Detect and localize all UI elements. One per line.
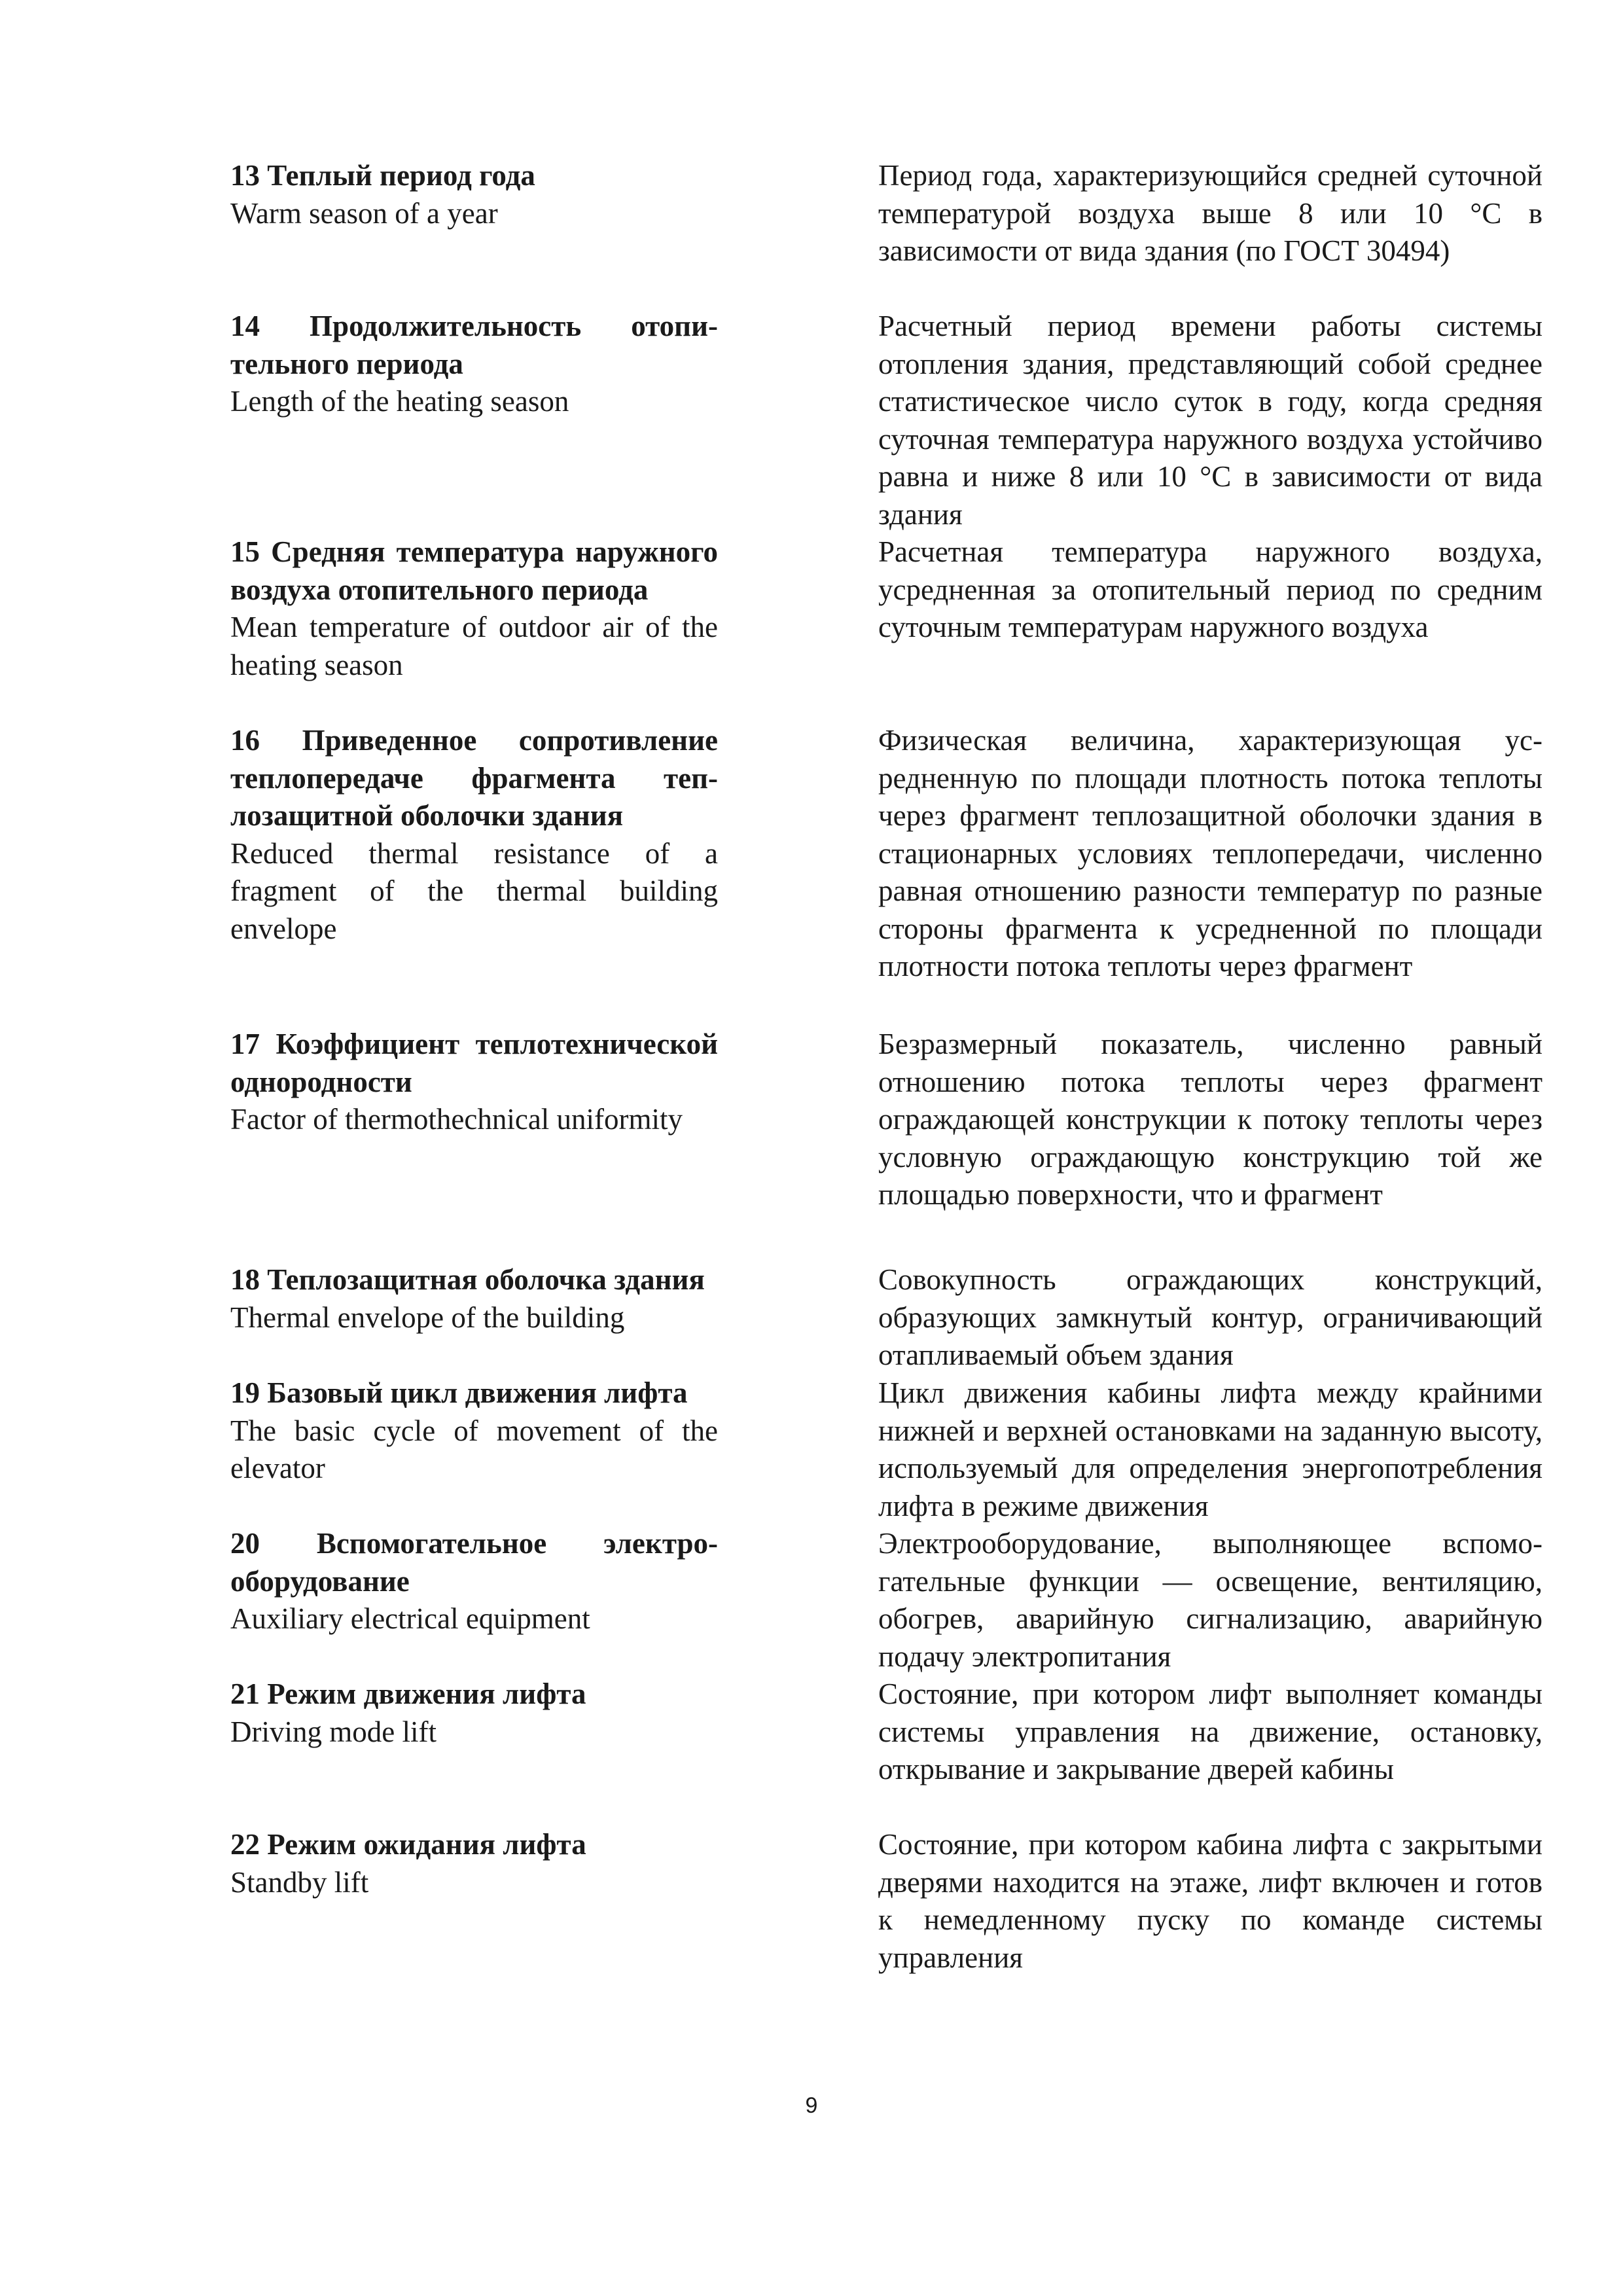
term-en: Factor of thermothechnical uniformity	[230, 1103, 683, 1136]
term-20	[230, 1525, 718, 1638]
term-ru: 17 Коэффициент теплотехнической однородности	[230, 1028, 718, 1098]
term-ru: 16 Приведенное сопротивление теплопередаче фрагмента теплозащитной оболочки здания	[230, 724, 718, 832]
term-13	[230, 157, 718, 232]
term-17	[230, 1026, 718, 1139]
definition-14: Расчетный период времени работы системы отопления здания, представляющий собой среднее статистическое число суток в году, когда средняя суточная температура наружного воздуха устойчиво равна и ниже 8 или 10 °С в зависимости от вида здания	[878, 310, 1543, 531]
term-ru: 15 Средняя температура наружного воздуха отопительного периода	[230, 535, 718, 606]
term-ru: 18 Теплозащитная оболочка здания	[230, 1263, 705, 1296]
term-en: Driving mode lift	[230, 1715, 437, 1748]
term-en: Standby lift	[230, 1865, 369, 1899]
term-en: Reduced thermal resistance of a fragment of the thermal building envelope	[230, 836, 718, 945]
term-15	[230, 533, 718, 684]
definition-20: Электрооборудование, выполняющее вспомогательные функции — освещение, вентиляцию, обогрев, аварийную сигнализацию, аварийную подачу электропитания	[878, 1527, 1543, 1673]
term-en: Thermal envelope of the building	[230, 1300, 625, 1334]
term-22	[230, 1826, 718, 1901]
page-number: 9	[805, 2093, 818, 2118]
term-en: Warm season of a year	[230, 196, 498, 230]
term-en: Mean temperature of outdoor air of the heating season	[230, 611, 718, 681]
definition-16: Физическая величина, характеризующая усредненную по площади плотность потока теплоты через фрагмент теплозащитной оболочки здания в стационарных условиях теплопередачи, численно равная отношению разности температур по разные стороны фрагмента к усредненной по площади плотности потока теплоты через фрагмент	[878, 724, 1543, 982]
term-en: Auxiliary electrical equipment	[230, 1602, 590, 1635]
term-21	[230, 1676, 718, 1751]
definition-17: Безразмерный показатель, численно равный отношению потока теплоты через фрагмент ограждающей конструкции к потоку теплоты через условную ограждающую конструкцию той же площадью поверхности, что и фрагмент	[878, 1028, 1543, 1211]
term-ru: 13 Теплый период года	[230, 159, 535, 192]
term-18	[230, 1261, 718, 1336]
term-14	[230, 308, 718, 421]
term-ru: 22 Режим ожидания лифта	[230, 1828, 586, 1861]
term-en: The basic cycle of movement of the elevator	[230, 1414, 718, 1484]
term-ru: 19 Базовый цикл движения лифта	[230, 1376, 688, 1409]
term-16	[230, 722, 718, 948]
definition-13: Период года, характеризующийся средней суточной температурой воздуха выше 8 или 10 °С в зависимости от вида здания (по ГОСТ 30494)	[878, 159, 1543, 267]
definition-21: Состояние, при котором лифт выполняет команды системы управления на движение, остановку, открывание и закрывание дверей кабины	[878, 1677, 1543, 1785]
term-ru: 21 Режим движения лифта	[230, 1677, 586, 1710]
term-ru: 14 Продолжительность отопительного периода	[230, 310, 718, 380]
definition-22: Состояние, при котором кабина лифта с закрытыми дверями находится на этаже, лифт включен и готов к немедленному пуску по команде системы управления	[878, 1828, 1543, 1974]
term-en: Length of the heating season	[230, 385, 569, 418]
term-19	[230, 1374, 718, 1488]
definition-19: Цикл движения кабины лифта между крайними нижней и верхней остановками на заданную высоту, используемый для определения энергопотребления лифта в режиме движения	[878, 1376, 1543, 1522]
definition-15: Расчетная температура наружного воздуха, усредненная за отопительный период по средним суточным температурам наружного воздуха	[878, 535, 1543, 643]
term-ru: 20 Вспомогательное электрооборудование	[230, 1527, 718, 1598]
definition-18: Совокупность ограждающих конструкций, образующих замкнутый контур, ограничивающий отапливаемый объем здания	[878, 1263, 1543, 1371]
